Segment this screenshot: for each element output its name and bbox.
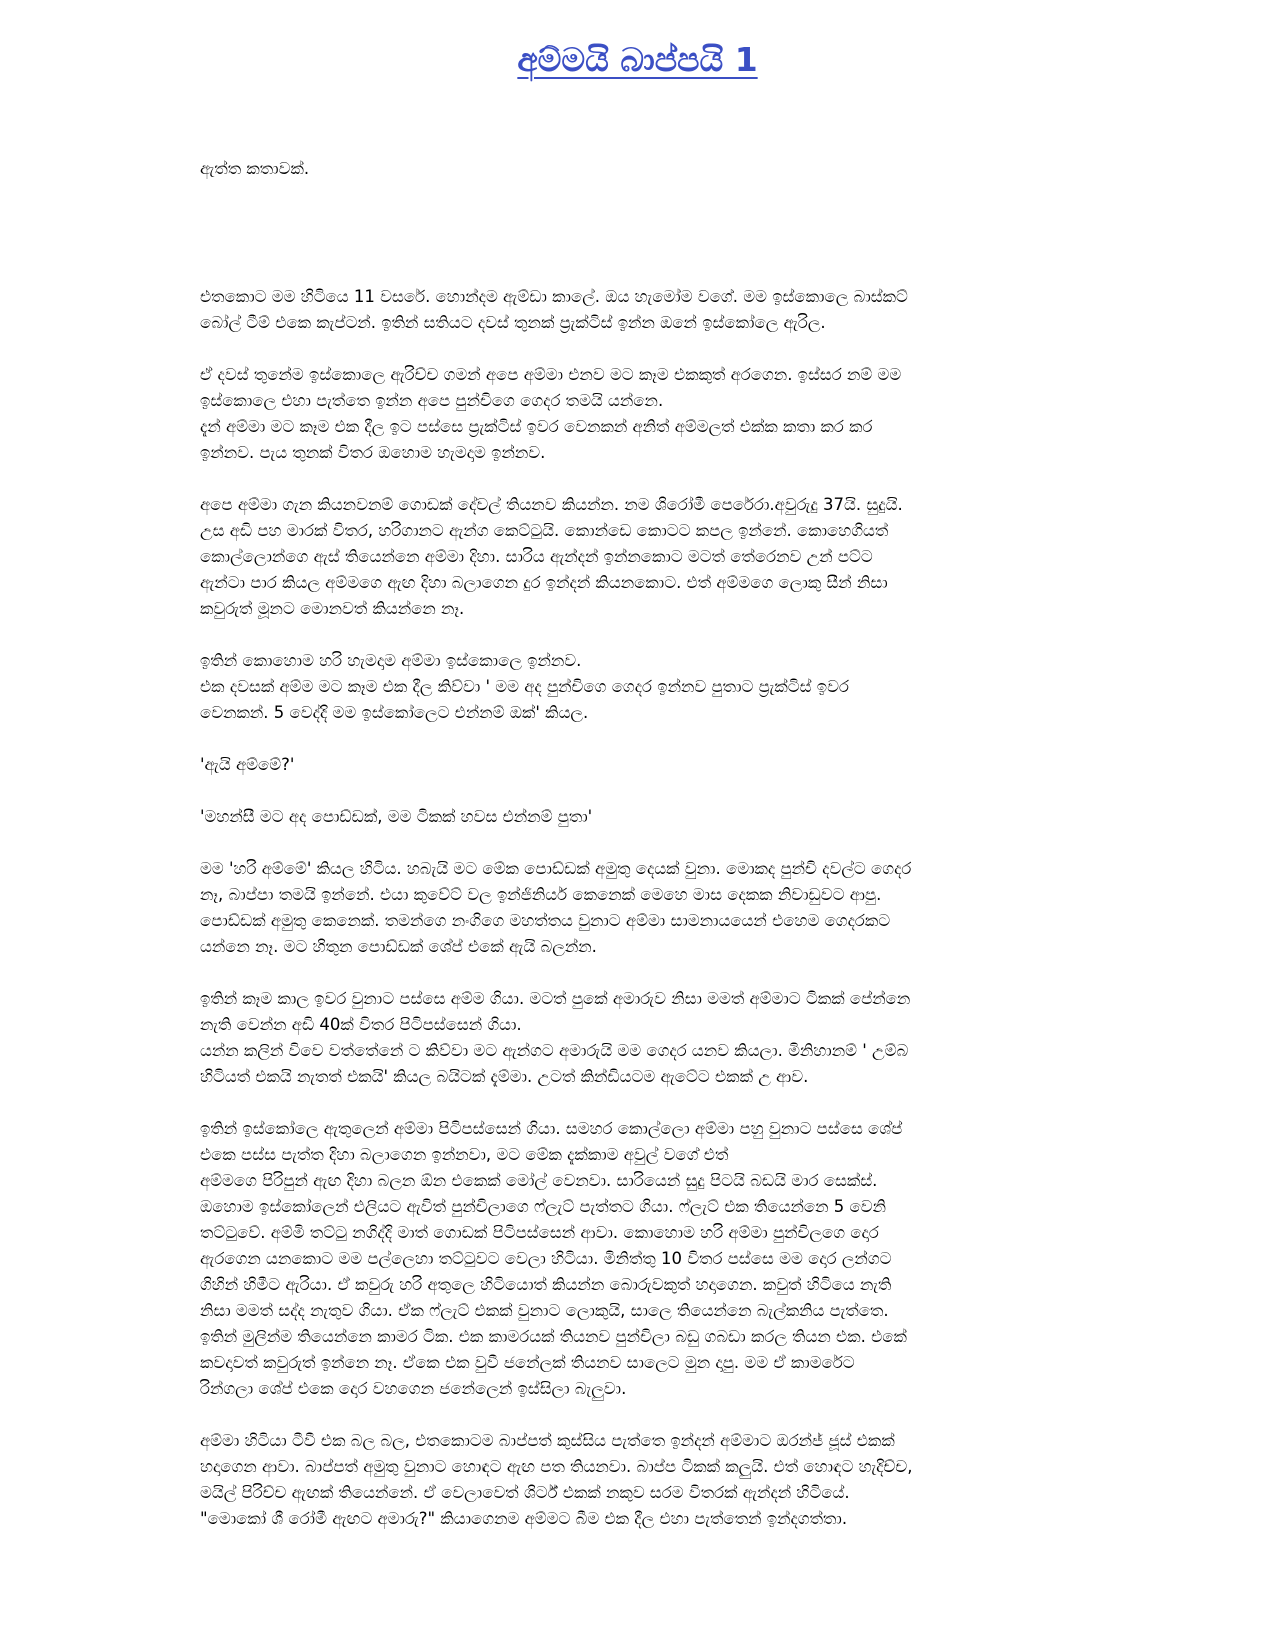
text-line: යන්න කලින් විවෙ වත්තේනේ ට කිව්වා මට ඇන්ගට අමාරුයි මම ගෙදර යනව කියලා. මිනිහානම් ' උම්බ (200, 1041, 909, 1060)
body-paragraph (200, 752, 1080, 778)
text-line: 'මහන්සී මට අද පොඩ්ඩක්, මම ටිකක් හවස එන්නම් පුතා' (200, 807, 593, 826)
body-paragraph (200, 284, 1080, 336)
text-line: උස අඩි පහ මාරක් විතර, හරිගානට ඇන්ග කෙට්ටුයි. කොන්ඩෙ කොටට කපල ඉන්නේ. කොහෙගියත් (200, 521, 889, 540)
text-line: ඇන්ටා පාර කියල අම්මගෙ ඇඟ දිහා බලාගෙන දුර ඉන්දන් කියනකොට. එත් අම්මගෙ ලොකු සීන් නිසා (200, 573, 888, 592)
text-line: එතකොට මම හිටියෙ 11 වසරේ. හොන්දම ඇම්ඩා කාලේ. ඔය හැමෝම වගේ. මම ඉස්කොලෙ බාස්කට් (200, 287, 908, 306)
body-paragraph (200, 1116, 1080, 1402)
text-line: මම 'හරි අම්මේ' කියල හිටිය. හබැයි මට මේක පොඩ්ඩක් අමුතු දෙයක් වුනා. මොකද පුන්චි දවල්ට ගෙදර (200, 859, 912, 878)
text-line: එක දවසක් අම්ම මට කෑම එක දීල කිව්වා ' මම අද පුන්චිගෙ ගෙදර ඉන්නව පුතාට ප්‍රැක්ටිස් ඉවර (200, 677, 849, 696)
document-subtitle: ඇත්ත කතාවක්. (200, 159, 310, 178)
text-line: කවදාවත් කවුරුත් ඉන්නෙ නෑ. ඒකෙ එක වුවී ජනේලක් තියනව සාලෙට මුන දාපු. මම ඒ කාමරේට (200, 1353, 855, 1372)
body-paragraph (200, 648, 1080, 726)
text-line: මයිල් පිරිච්ච ඇඟක් තියෙන්නේ. ඒ වෙලාවෙත් ශිර්ට් එකක් නකුව සරම විතරක් ඇන්දන් හිටියේ. (200, 1483, 850, 1502)
text-line: තට්ටුවේ. අම්මි තට්ටු නගිද්දි මාත් ගොඩක් පිටිපස්සෙන් ආවා. කොහොම හරි අම්මා පුන්චිලගෙ දොර (200, 1223, 879, 1242)
text-line: ඉන්නව. පැය තුනක් විතර ඔහොම හැමදාම ඉන්නව. (200, 443, 546, 462)
text-line: නැති වෙන්න අඩි 40ක් විතර පිටිපස්සෙන් ගියා. (200, 1015, 522, 1034)
body-paragraph (200, 1428, 1080, 1532)
text-line: ඒ දවස් තුනේම ඉස්කොලෙ ඇරිච්ච ගමන් අපෙ අම්මා එනව මට කෑම එකකුත් අරගෙන. ඉස්සර නම් මම (200, 365, 902, 384)
text-line: ඉතින් මුලින්ම තියෙන්නෙ කාමර ටික. එක කාමරයක් තියනව පුන්චිලා බඩු ගබඩා කරල තියන එක. එකේ (200, 1327, 907, 1346)
text-line: "මොකෝ ශී රෝමී ඇඟට අමාරු?" කියාගෙනම අම්මට බීම එක දීල එහා පැත්තෙන් ඉන්දගත්තා. (200, 1509, 848, 1528)
text-line: නිසා මමත් සද්ද නැතුව ගියා. ඒක ෆ්ලැට් එකක් වුනාට ලොකුයි, සාලෙ තියෙන්නෙ බැල්කනිය පැත්තෙ. (200, 1301, 889, 1320)
text-line: යන්නෙ නෑ. මට හිතුන පොඩ්ඩක් ශේප් එකේ ඇයි බලන්න. (200, 937, 597, 956)
text-line: දැන් අම්මා මට කෑම එක දීල ඉට පස්සෙ ප්‍රැක්ටිස් ඉවර වෙනකන් අනිත් අම්මලත් එක්ක කතා කර කර (200, 417, 873, 436)
text-line: කවුරුත් මූනට මොනවත් කියන්නෙ නෑ. (200, 599, 465, 618)
body-paragraph (200, 362, 1080, 466)
text-line: හිටියත් එකයි නැතත් එකයි' කියල බයිටක් දැම්මා. උටත් කින්ඩියටම ඇටේට එකක් උ ආව. (200, 1067, 809, 1086)
text-line: ඉතින් කොහොම හරි හැමදාම අම්මා ඉස්කොලෙ ඉන්නව. (200, 651, 582, 670)
text-line: ඔහොම ඉස්කෝලෙන් එලියට ඇවිත් පුන්චිලාගෙ ෆ්ලැට් පැත්තට ගියා. ෆ්ලැට් එක තියෙන්නෙ 5 වෙනි (200, 1197, 887, 1216)
text-line: අම්මා හිටියා ටීවී එක බල බල, එතකොටම බාප්පත් කුස්සිය පැත්තෙ ඉන්දන් අම්මාට ඔරන්ජ් ජූස් එකක් (200, 1431, 895, 1450)
text-line: 'ඇයි අම්මේ?' (200, 755, 295, 774)
body-paragraph (200, 986, 1080, 1090)
text-line: ඇරගෙන යනකොට මම පල්ලෙහා තට්ටුවට වෙලා හිටියා. මිනිත්තු 10 විතර පස්සෙ මම දොර ලන්ගට (200, 1249, 892, 1268)
text-line: හදාගෙන ආවා. බාප්පත් අමුතු වුනාට හොඳට ඇඟ පත තියනවා. බාප්ප ටිකක් කලුයි. එත් හොඳට හැදිච්ච, (200, 1457, 913, 1476)
body-paragraph (200, 492, 1080, 622)
document-body (200, 156, 1080, 1532)
text-line: එකෙ පස්ස පැත්ත දිහා බලාගෙන ඉන්නවා, මට මේක දැක්කාම අවුල් වගේ එත් (200, 1145, 729, 1164)
text-line: කොල්ලොන්ගෙ ඇස් තියෙන්නෙ අම්මා දිහා. සාරිය ඇන්දන් ඉන්නකොට මටත් තේරෙනව උන් පට්ට (200, 547, 873, 566)
text-line: ඉතින් ඉස්කෝලෙ ඇතුලෙන් අම්මා පිටිපස්සෙන් ගියා. සමහර කොල්ලො අම්මා පහු වුනාට පස්සෙ ශේප් (200, 1119, 903, 1138)
text-line: රින්ගලා ශේප් එකෙ දොර වහගෙන ජනේලෙන් ඉස්සිලා බැලුවා. (200, 1379, 627, 1398)
text-line: වෙනකන්. 5 වෙද්දි මම ඉස්කෝලෙට එන්නම් ඔක්' කියල. (200, 703, 589, 722)
text-line: ඉතින් කෑම කාල ඉවර වුනාට පස්සෙ අම්ම ගියා. මටත් පුකේ අමාරුව නිසා මමත් අම්මාට ටිකක් පේන්නෙ (200, 989, 911, 1008)
text-line: බෝල් ටීම් එකෙ කැප්ටන්. ඉතින් සතියට දවස් තුනක් ප්‍රැක්ටිස් ඉන්න ඔනේ ඉස්කෝලෙ ඇරිල. (200, 313, 826, 332)
text-line: අම්මගෙ පිරිපුන් ඇඟ දිහා බලන ඕන එකෙක් මෝල් වෙනවා. සාරියෙන් සුදු පිටයි බඩයි මාර සෙක්ස්. (200, 1171, 878, 1190)
text-line: ගිහින් හිමීට ඇරියා. ඒ කවුරු හරි අතුලෙ හිටියොත් කියන්න බොරුවකුත් හදාගෙන. කවුත් හිටියෙ නැති (200, 1275, 892, 1294)
text-line: අපෙ අම්මා ගැන කියනවනම් ගොඩක් දේවල් තියනව කියන්න. නම ශිරෝමී පෙරේරා.අවුරුදු 37යි. සුදුයි. (200, 495, 903, 514)
body-paragraph (200, 856, 1080, 960)
text-line: පොඩ්ඩක් අමුතු කෙනෙක්. තමන්ගෙ නංගිගෙ මහත්තය වුනාට අම්මා සාමනායයෙන් එහෙම ගෙදරකට (200, 911, 891, 930)
text-line: ඉස්කොලෙ එහා පැත්තෙ ඉන්න අපෙ පුන්චිගෙ ගෙදර තමයි යන්නෙ. (200, 391, 664, 410)
page-title: අම්මයි බාප්පයි 1 (517, 40, 758, 79)
text-line: නෑ, බාප්පා තමයි ඉන්නේ. එයා කුවේට් වල ඉන්ජිනියර් කෙනෙක් මෙහෙ මාස දෙකක නිවාඩුවට ආපු. (200, 885, 882, 904)
body-paragraph (200, 804, 1080, 830)
